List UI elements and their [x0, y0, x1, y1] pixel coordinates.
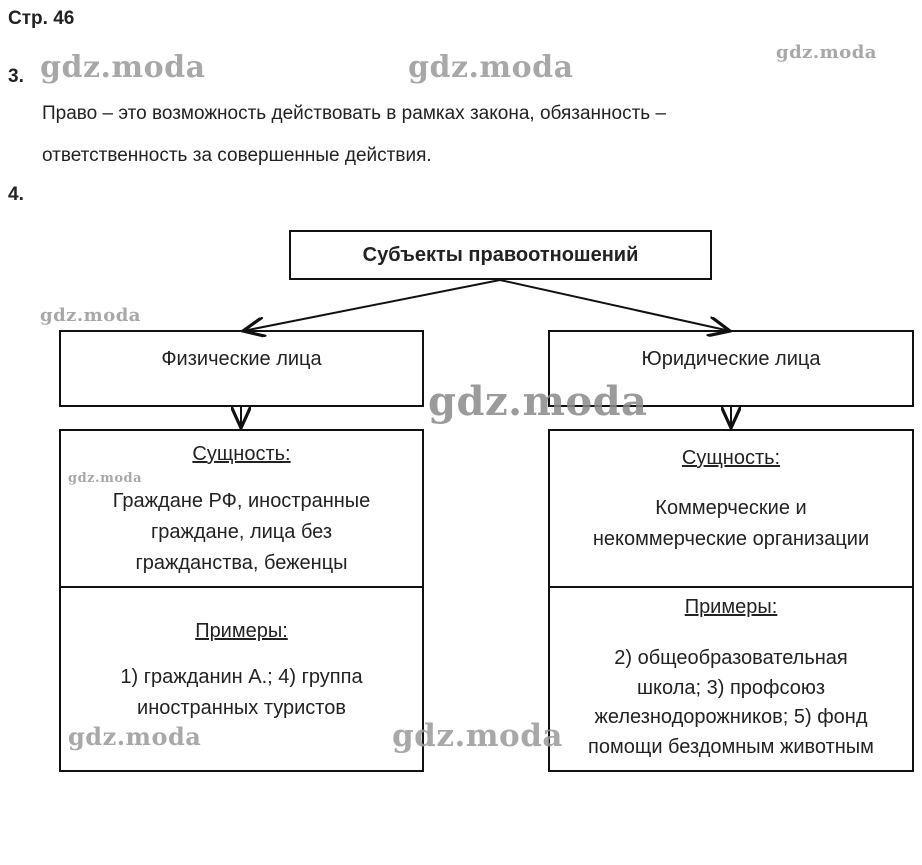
watermark: gdz.moda	[40, 50, 206, 85]
right-essence-line: Коммерческие и	[655, 497, 807, 519]
right-examples-line: железнодорожников; 5) фонд	[594, 706, 868, 728]
page-number: Стр. 46	[8, 8, 75, 29]
watermark: gdz.moda	[428, 378, 648, 425]
left-title-box	[59, 330, 424, 407]
task-3-line-2: ответственность за совершенные действия.	[42, 145, 432, 166]
left-examples-line: 1) гражданин А.; 4) группа	[120, 666, 363, 688]
right-examples-line: помощи бездомным животным	[588, 735, 874, 758]
left-examples-label: Примеры:	[195, 620, 288, 642]
right-examples-text	[556, 644, 906, 762]
task-4-number: 4.	[8, 184, 24, 205]
left-essence-label: Сущность:	[192, 443, 291, 465]
arrow-root-to-right	[500, 280, 730, 331]
left-examples-text	[67, 662, 416, 724]
root-title: Субъекты правоотношений	[362, 243, 639, 266]
watermark: gdz.moda	[68, 722, 202, 751]
right-examples-line: школа; 3) профсоюз	[637, 676, 825, 699]
task-3-line-1: Право – это возможность действовать в рамках закона, обязанность –	[42, 103, 667, 124]
watermark: gdz.moda	[40, 305, 141, 326]
watermark: gdz.moda	[408, 50, 574, 85]
task-3-number: 3.	[8, 66, 24, 87]
watermark: gdz.moda	[68, 471, 143, 486]
right-examples-cell	[548, 586, 914, 772]
right-essence-cell	[548, 429, 914, 588]
root-box	[289, 230, 712, 280]
right-examples-line: 2) общеобразовательная	[614, 647, 848, 669]
right-essence-text	[556, 493, 906, 555]
left-essence-cell	[59, 429, 424, 588]
left-essence-line: граждане, лица без	[150, 521, 333, 543]
watermark: gdz.moda	[392, 718, 563, 754]
right-examples-label: Примеры:	[684, 596, 778, 618]
left-essence-line: гражданства, беженцы	[135, 552, 348, 574]
watermark: gdz.moda	[776, 42, 877, 63]
left-title: Физические лица	[161, 348, 322, 370]
right-essence-label: Сущность:	[681, 447, 781, 469]
left-examples-line: иностранных туристов	[137, 697, 346, 719]
left-essence-text	[67, 486, 416, 579]
left-essence-line: Граждане РФ, иностранные	[112, 490, 371, 512]
right-title: Юридические лица	[641, 348, 821, 370]
right-essence-line: некоммерческие организации	[592, 528, 870, 550]
arrow-root-to-left	[243, 280, 500, 331]
